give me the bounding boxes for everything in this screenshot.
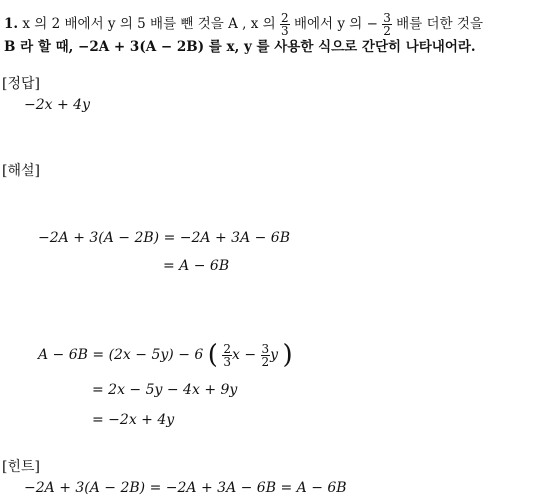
problem-text-1c: 배를 더한 것을 bbox=[396, 16, 483, 32]
problem-line-2: B 라 할 때, −2A + 3(A − 2B) 를 x, y 를 사용한 식으로 간단히 나타내어라. bbox=[4, 39, 476, 55]
fraction-two-thirds bbox=[222, 343, 232, 368]
left-paren: ( bbox=[207, 340, 218, 370]
fraction-three-halves bbox=[261, 343, 271, 368]
equation-2-mid: x − bbox=[231, 347, 257, 363]
hint-value: −2A + 3(A − 2B) = −2A + 3A − 6B = A − 6B bbox=[24, 480, 347, 496]
hint-label: [힌트] bbox=[2, 459, 40, 475]
fraction-numerator: 3 bbox=[383, 11, 391, 25]
fraction-two-thirds bbox=[280, 12, 290, 37]
explanation-label: [해설] bbox=[2, 163, 40, 179]
fraction-numerator: 2 bbox=[281, 11, 289, 25]
equation-2-end: y bbox=[270, 347, 279, 363]
fraction-denominator: 3 bbox=[281, 24, 289, 38]
problem-text-1a: x 의 2 배에서 y 의 5 배를 뺀 것을 A , x 의 bbox=[22, 16, 276, 32]
problem-number: 1. bbox=[4, 16, 19, 32]
equation-2-line-3: = −2x + 4y bbox=[92, 412, 175, 428]
fraction-numerator: 3 bbox=[261, 341, 270, 356]
equation-2-line-1 bbox=[38, 338, 293, 372]
fraction-three-halves bbox=[382, 12, 392, 37]
answer-label: [정답] bbox=[2, 76, 40, 92]
fraction-denominator: 2 bbox=[383, 24, 391, 38]
fraction-numerator: 2 bbox=[223, 341, 231, 356]
fraction-denominator: 3 bbox=[223, 354, 231, 369]
answer-value: −2x + 4y bbox=[24, 97, 90, 113]
equation-1-line-1: −2A + 3(A − 2B) = −2A + 3A − 6B bbox=[38, 230, 290, 246]
equation-2-line-2: = 2x − 5y − 4x + 9y bbox=[92, 382, 238, 398]
problem-text-1b: 배에서 y 의 − bbox=[293, 16, 378, 32]
fraction-denominator: 2 bbox=[261, 354, 270, 369]
problem-line-1 bbox=[4, 12, 483, 37]
right-paren: ) bbox=[282, 340, 293, 370]
equation-2-lhs: A − 6B = (2x − 5y) − 6 bbox=[38, 347, 204, 363]
equation-1-line-2: = A − 6B bbox=[163, 258, 230, 274]
